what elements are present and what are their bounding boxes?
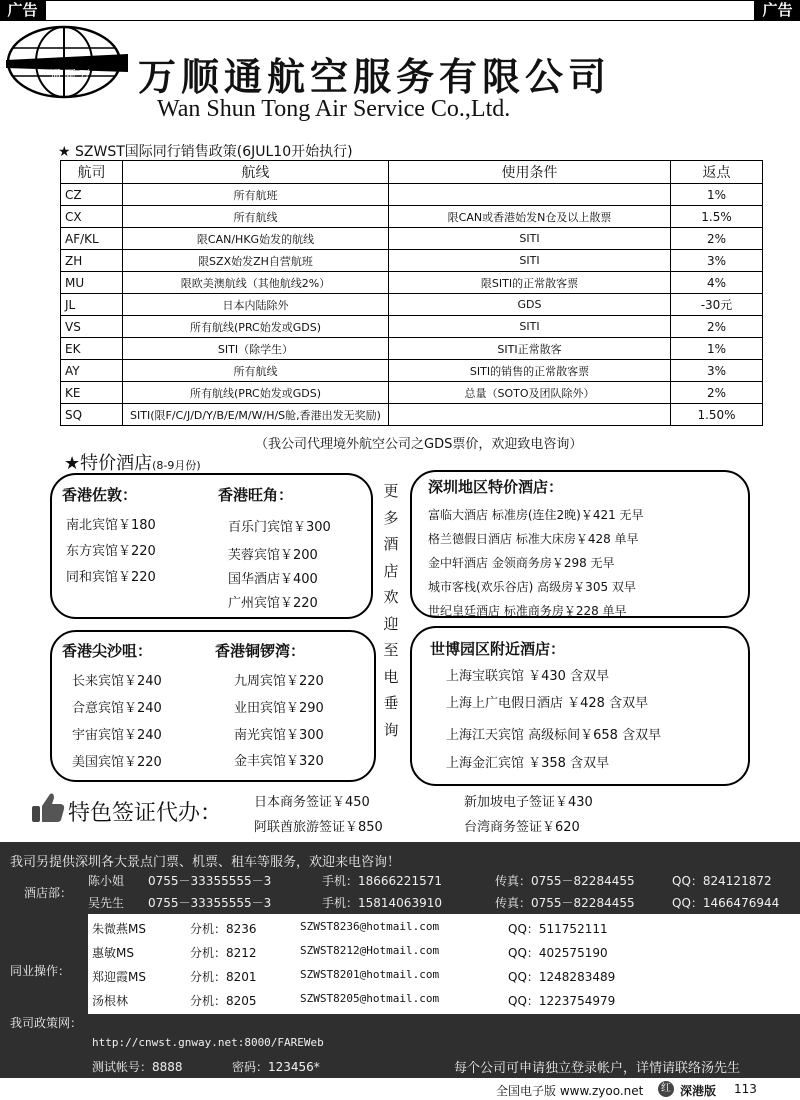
policy-url-link[interactable]: http://cnwst.gnway.net:8000/FAREWeb bbox=[92, 1036, 324, 1049]
visa-item: 台湾商务签证￥620 bbox=[464, 820, 580, 835]
route-cell: 限欧美澳航线（其他航线2%） bbox=[123, 272, 389, 294]
hotel-item: 九周宾馆￥220 bbox=[234, 674, 324, 689]
peer-qq: QQ：511752111 bbox=[508, 922, 608, 936]
header-rebate: 返点 bbox=[671, 161, 763, 184]
account-note: 每个公司可申请独立登录帐户，详情请联络汤先生 bbox=[454, 1061, 741, 1076]
policy-title: ★ SZWST国际同行销售政策(6JUL10开始执行) bbox=[58, 144, 353, 160]
route-cell: 所有航线(PRC始发或GDS) bbox=[123, 316, 389, 338]
policy-row bbox=[61, 316, 763, 338]
rebate-cell: 1.5% bbox=[671, 206, 763, 228]
hotel-item: 同和宾馆￥220 bbox=[66, 570, 156, 585]
hotel-item: 东方宾馆￥220 bbox=[66, 544, 156, 559]
contact-qq: QQ：824121872 bbox=[672, 874, 772, 888]
header-route: 航线 bbox=[123, 161, 389, 184]
policy-row bbox=[61, 206, 763, 228]
slogan-char: 多 bbox=[383, 508, 399, 527]
company-name-cn: 万顺通航空服务有限公司 bbox=[138, 54, 612, 99]
peer-ops-panel bbox=[88, 914, 800, 1014]
condition-cell: SITI bbox=[389, 316, 671, 338]
hotel-item: 国华酒店￥400 bbox=[228, 572, 318, 587]
logo-text: 通 顺 万 bbox=[50, 68, 90, 81]
hotel-item: 上海金汇宾馆 ￥358 含双早 bbox=[446, 756, 610, 771]
edition-badge-icon: 红 bbox=[658, 1081, 674, 1097]
hotel-item: 广州宾馆￥220 bbox=[228, 596, 318, 611]
heading-expo: 世博园区附近酒店： bbox=[430, 640, 566, 658]
condition-cell: SITI正常散客 bbox=[389, 338, 671, 360]
heading-shenzhen: 深圳地区特价酒店： bbox=[428, 478, 564, 496]
ad-label-left: 广告 bbox=[0, 0, 45, 21]
contact-qq: QQ：1466476944 bbox=[672, 896, 780, 910]
airline-code: VS bbox=[61, 316, 123, 338]
hotel-item: 宇宙宾馆￥240 bbox=[72, 728, 162, 743]
hotel-item: 富临大酒店 标准房(连住2晚)￥421 无早 bbox=[428, 508, 644, 522]
airline-code: SQ bbox=[61, 404, 123, 426]
rebate-cell: 3% bbox=[671, 360, 763, 382]
hotel-item: 百乐门宾馆￥300 bbox=[228, 520, 331, 535]
contact-fax: 传真：0755－82284455 bbox=[495, 874, 635, 888]
slogan-char: 电 bbox=[383, 667, 399, 686]
route-cell: 限SZX始发ZH自营航班 bbox=[123, 250, 389, 272]
slogan-char: 垂 bbox=[383, 694, 399, 712]
hotel-item: 格兰德假日酒店 标准大床房￥428 单早 bbox=[428, 532, 639, 546]
airline-code: ZH bbox=[61, 250, 123, 272]
hotel-item: 世纪皇廷酒店 标准商务房￥228 单早 bbox=[428, 604, 627, 618]
test-account: 测试帐号：8888 bbox=[92, 1060, 183, 1074]
policy-table-header bbox=[61, 161, 763, 184]
peer-ext: 分机：8236 bbox=[190, 922, 257, 936]
peer-qq: QQ：1223754979 bbox=[508, 994, 616, 1008]
peer-name: 郑迎霞MS bbox=[92, 970, 146, 984]
policy-row bbox=[61, 228, 763, 250]
heading-jordan: 香港佐敦： bbox=[62, 486, 138, 504]
page-footer bbox=[0, 1078, 800, 1100]
contact-mobile: 手机：18666221571 bbox=[322, 874, 442, 888]
airline-code: AF/KL bbox=[61, 228, 123, 250]
visa-item: 日本商务签证￥450 bbox=[254, 795, 370, 810]
thumbs-up-icon bbox=[30, 790, 66, 826]
hotel-dept-label: 酒店部： bbox=[24, 886, 73, 900]
hotel-item: 城市客栈(欢乐谷店) 高级房￥305 双早 bbox=[428, 580, 636, 594]
policy-row bbox=[61, 250, 763, 272]
header-airline: 航司 bbox=[61, 161, 123, 184]
rebate-cell: 1.50% bbox=[671, 404, 763, 426]
globe-logo-icon bbox=[4, 24, 130, 100]
rebate-cell: -30元 bbox=[671, 294, 763, 316]
condition-cell: SITI bbox=[389, 228, 671, 250]
services-intro: 我司另提供深圳各大景点门票、机票、租车等服务，欢迎来电咨询！ bbox=[10, 855, 401, 870]
hotel-item: 南北宾馆￥180 bbox=[66, 518, 156, 533]
top-banner-bar bbox=[45, 0, 755, 21]
airline-code: KE bbox=[61, 382, 123, 404]
hotel-item: 合意宾馆￥240 bbox=[72, 701, 162, 716]
condition-cell: GDS bbox=[389, 294, 671, 316]
route-cell: 所有航班 bbox=[123, 184, 389, 206]
page-number: 113 bbox=[734, 1082, 757, 1096]
policy-row bbox=[61, 338, 763, 360]
rebate-cell: 1% bbox=[671, 184, 763, 206]
policy-note: （我公司代理境外航空公司之GDS票价，欢迎致电咨询） bbox=[255, 437, 583, 452]
airline-code: JL bbox=[61, 294, 123, 316]
airline-code: CX bbox=[61, 206, 123, 228]
visa-title: 特色签证代办： bbox=[68, 801, 223, 826]
peer-email[interactable]: SZWST8212@Hotmail.com bbox=[300, 944, 440, 957]
policy-row bbox=[61, 360, 763, 382]
condition-cell: SITI的销售的正常散客票 bbox=[389, 360, 671, 382]
slogan-char: 欢 bbox=[383, 588, 399, 606]
visa-item: 阿联酋旅游签证￥850 bbox=[254, 820, 383, 835]
condition-cell: SITI bbox=[389, 250, 671, 272]
peer-ops-label: 同业操作： bbox=[10, 964, 71, 978]
hotel-item: 美国宾馆￥220 bbox=[72, 755, 162, 770]
peer-email[interactable]: SZWST8236@hotmail.com bbox=[300, 920, 440, 933]
condition-cell bbox=[389, 404, 671, 426]
airline-code: EK bbox=[61, 338, 123, 360]
slogan-char: 更 bbox=[383, 482, 399, 500]
rebate-cell: 2% bbox=[671, 316, 763, 338]
contact-name: 吴先生 bbox=[88, 896, 125, 910]
slogan-char: 询 bbox=[383, 720, 399, 739]
rebate-cell: 4% bbox=[671, 272, 763, 294]
hotel-item: 南光宾馆￥300 bbox=[234, 728, 324, 743]
hotel-item: 芙蓉宾馆￥200 bbox=[228, 548, 318, 563]
contact-name: 陈小姐 bbox=[88, 874, 125, 888]
hotel-item: 上海上广电假日酒店 ￥428 含双早 bbox=[446, 696, 649, 711]
hotel-item: 长来宾馆￥240 bbox=[72, 674, 162, 689]
condition-cell bbox=[389, 184, 671, 206]
slogan-char: 至 bbox=[383, 641, 399, 659]
policy-net-label: 我司政策网： bbox=[10, 1016, 83, 1030]
peer-ext: 分机：8205 bbox=[190, 994, 257, 1008]
rebate-cell: 2% bbox=[671, 382, 763, 404]
heading-causeway-bay: 香港铜锣湾： bbox=[215, 642, 306, 660]
contact-phone: 0755－33355555－3 bbox=[148, 896, 272, 910]
route-cell: 所有航线 bbox=[123, 360, 389, 382]
hotel-item: 上海江天宾馆 高级标间￥658 含双早 bbox=[446, 728, 662, 743]
peer-email[interactable]: SZWST8205@hotmail.com bbox=[300, 992, 440, 1005]
policy-row bbox=[61, 382, 763, 404]
peer-name: 汤根林 bbox=[92, 994, 129, 1008]
header-condition: 使用条件 bbox=[389, 161, 671, 184]
peer-name: 朱微燕MS bbox=[92, 922, 146, 936]
route-cell: SITI(限F/C/J/D/Y/B/E/M/W/H/S舱,香港出发无奖励) bbox=[123, 404, 389, 426]
route-cell: 限CAN/HKG始发的航线 bbox=[123, 228, 389, 250]
peer-email[interactable]: SZWST8201@hotmail.com bbox=[300, 968, 440, 981]
contact-mobile: 手机：15814063910 bbox=[322, 896, 442, 910]
peer-qq: QQ：402575190 bbox=[508, 946, 608, 960]
test-password: 密码：123456* bbox=[232, 1060, 320, 1074]
region-label: 深港版 bbox=[680, 1084, 717, 1098]
contact-phone: 0755－33355555－3 bbox=[148, 874, 272, 888]
slogan-char: 店 bbox=[383, 561, 399, 580]
visa-item: 新加坡电子签证￥430 bbox=[464, 795, 593, 810]
peer-qq: QQ：1248283489 bbox=[508, 970, 616, 984]
vertical-slogan bbox=[379, 478, 403, 743]
route-cell: 所有航线(PRC始发或GDS) bbox=[123, 382, 389, 404]
condition-cell: 总量（SOTO及团队除外） bbox=[389, 382, 671, 404]
company-logo bbox=[4, 24, 130, 100]
policy-row bbox=[61, 272, 763, 294]
hotel-item: 金丰宾馆￥320 bbox=[234, 754, 324, 769]
hotel-item: 金中轩酒店 金领商务房￥298 无早 bbox=[428, 556, 615, 570]
hotel-item: 业田宾馆￥290 bbox=[234, 701, 324, 716]
airline-code: MU bbox=[61, 272, 123, 294]
airline-code: CZ bbox=[61, 184, 123, 206]
contact-fax: 传真：0755－82284455 bbox=[495, 896, 635, 910]
hotel-title-text: ★特价酒店 bbox=[64, 453, 153, 474]
hotel-item: 上海宝联宾馆 ￥430 含双早 bbox=[446, 669, 610, 684]
airline-code: AY bbox=[61, 360, 123, 382]
policy-row bbox=[61, 184, 763, 206]
peer-ext: 分机：8212 bbox=[190, 946, 257, 960]
peer-name: 惠敏MS bbox=[92, 946, 134, 960]
slogan-char: 迎 bbox=[383, 614, 399, 633]
route-cell: 日本内陆除外 bbox=[123, 294, 389, 316]
heading-tst: 香港尖沙咀： bbox=[62, 642, 153, 660]
policy-row bbox=[61, 294, 763, 316]
route-cell: 所有航线 bbox=[123, 206, 389, 228]
condition-cell: 限CAN或香港始发N仓及以上散票 bbox=[389, 206, 671, 228]
policy-row bbox=[61, 404, 763, 426]
policy-table bbox=[60, 160, 763, 426]
rebate-cell: 1% bbox=[671, 338, 763, 360]
peer-ext: 分机：8201 bbox=[190, 970, 257, 984]
hotel-title-period: (8-9月份) bbox=[152, 459, 201, 472]
rebate-cell: 2% bbox=[671, 228, 763, 250]
edition-label: 全国电子版 www.zyoo.net bbox=[496, 1084, 644, 1098]
ad-label-right: 广告 bbox=[755, 0, 800, 21]
heading-mongkok: 香港旺角： bbox=[218, 486, 294, 504]
hotel-section-title bbox=[64, 449, 201, 475]
route-cell: SITI（除学生） bbox=[123, 338, 389, 360]
condition-cell: 限SITI的正常散客票 bbox=[389, 272, 671, 294]
rebate-cell: 3% bbox=[671, 250, 763, 272]
slogan-char: 酒 bbox=[383, 535, 399, 553]
company-name-en: Wan Shun Tong Air Service Co.,Ltd. bbox=[157, 96, 511, 122]
